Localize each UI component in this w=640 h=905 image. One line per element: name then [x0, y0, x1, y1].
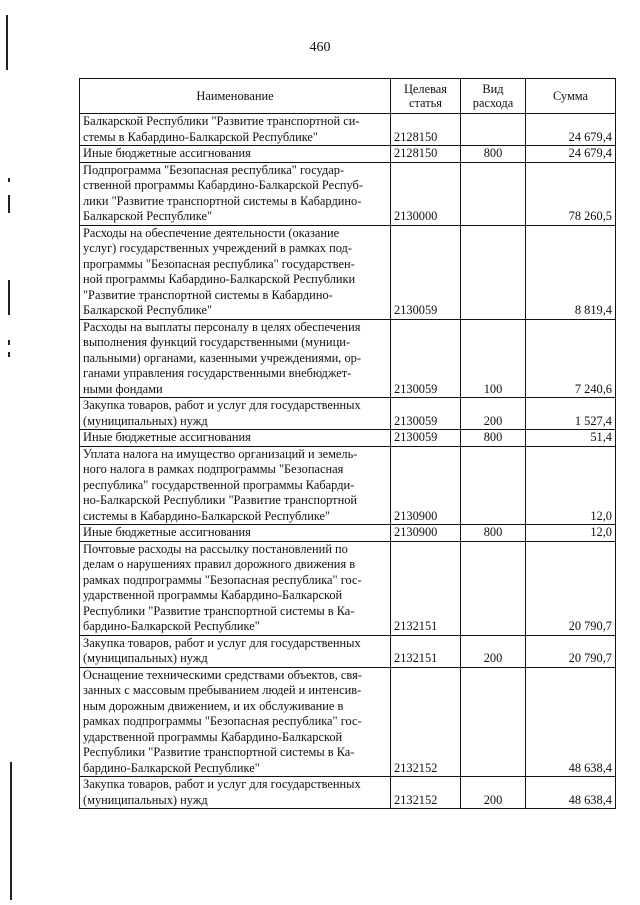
- header-sum: Сумма: [526, 79, 616, 114]
- row-target-article-cell: 2130000: [391, 162, 461, 225]
- row-sum-cell: 12,0: [526, 446, 616, 525]
- table-row: [80, 777, 616, 809]
- row-target-article-cell: 2130059: [391, 398, 461, 430]
- row-expense-type-cell: 200: [461, 777, 526, 809]
- row-expense-type-cell: [461, 114, 526, 146]
- row-expense-type-cell: [461, 225, 526, 319]
- row-target-article-cell: 2132151: [391, 541, 461, 635]
- row-expense-type-cell: [461, 667, 526, 777]
- row-expense-type-cell: 200: [461, 635, 526, 667]
- table-row: [80, 319, 616, 398]
- row-name-cell: Подпрограмма "Безопасная республика" государ- ственной программы Кабардино-Балкарской Респуб- лики "Развитие транспортной системы в Кабардино- Балкарской Республике": [80, 162, 391, 225]
- row-name-cell: Расходы на обеспечение деятельности (оказание услуг) государственных учреждений в рамках под- программы "Безопасная республика" государствен- ной программы Кабардино-Балкарской Республики "Развитие транспортной системы в Кабардино- Балкарской Республике": [80, 225, 391, 319]
- scan-edge-mark: [10, 762, 12, 900]
- table-row: [80, 398, 616, 430]
- row-expense-type-cell: 200: [461, 398, 526, 430]
- row-target-article-cell: 2132152: [391, 777, 461, 809]
- row-name-cell: Иные бюджетные ассигнования: [80, 146, 391, 163]
- row-name-cell: Закупка товаров, работ и услуг для государственных (муниципальных) нужд: [80, 635, 391, 667]
- scan-edge-mark: [8, 340, 10, 345]
- row-target-article-cell: 2130059: [391, 225, 461, 319]
- row-sum-cell: 20 790,7: [526, 541, 616, 635]
- scan-edge-mark: [8, 178, 10, 182]
- table-row: [80, 162, 616, 225]
- row-name-cell: Балкарской Республики "Развитие транспортной си- стемы в Кабардино-Балкарской Республике": [80, 114, 391, 146]
- row-target-article-cell: 2130900: [391, 446, 461, 525]
- row-target-article-cell: 2132152: [391, 667, 461, 777]
- table-row: [80, 430, 616, 447]
- row-name-cell: Расходы на выплаты персоналу в целях обеспечения выполнения функций государственными (муници- пальными) органами, казенными учреждениями, ор- ганами управления государственными внебюджет- ными фондами: [80, 319, 391, 398]
- row-sum-cell: 20 790,7: [526, 635, 616, 667]
- row-target-article-cell: 2132151: [391, 635, 461, 667]
- row-sum-cell: 78 260,5: [526, 162, 616, 225]
- header-name: Наименование: [80, 79, 391, 114]
- table-row: [80, 114, 616, 146]
- row-sum-cell: 24 679,4: [526, 114, 616, 146]
- page-number: 460: [309, 40, 331, 55]
- row-expense-type-cell: 800: [461, 146, 526, 163]
- row-name-cell: Закупка товаров, работ и услуг для государственных (муниципальных) нужд: [80, 777, 391, 809]
- header-expense-type: Вид расхода: [461, 79, 526, 114]
- row-target-article-cell: 2130900: [391, 525, 461, 542]
- scan-edge-mark: [6, 15, 8, 70]
- row-name-cell: Оснащение техническими средствами объектов, свя- занных с массовым пребыванием людей и интенсив- ным дорожным движением, и их обслуживание в рамках подпрограммы "Безопасная республика" гос- ударственной программы Кабардино-Балкарской Республики "Развитие транспортной системы в Ка- бардино-Балкарской Республике": [80, 667, 391, 777]
- header-target-article: Целевая статья: [391, 79, 461, 114]
- table-row: [80, 146, 616, 163]
- row-target-article-cell: 2130059: [391, 430, 461, 447]
- row-name-cell: Уплата налога на имущество организаций и земель- ного налога в рамках подпрограммы "Безопасная республика" государственной программы Кабарди- но-Балкарской Республики "Развитие транспортной системы в Кабардино-Балкарской Республике": [80, 446, 391, 525]
- row-target-article-cell: 2128150: [391, 146, 461, 163]
- table-row: [80, 667, 616, 777]
- row-name-cell: Закупка товаров, работ и услуг для государственных (муниципальных) нужд: [80, 398, 391, 430]
- budget-table: [79, 78, 616, 809]
- row-sum-cell: 51,4: [526, 430, 616, 447]
- row-target-article-cell: 2128150: [391, 114, 461, 146]
- row-target-article-cell: 2130059: [391, 319, 461, 398]
- row-sum-cell: 8 819,4: [526, 225, 616, 319]
- row-sum-cell: 1 527,4: [526, 398, 616, 430]
- row-expense-type-cell: 800: [461, 430, 526, 447]
- scan-edge-mark: [8, 352, 10, 357]
- row-sum-cell: 24 679,4: [526, 146, 616, 163]
- scan-edge-mark: [8, 195, 10, 213]
- table-row: [80, 635, 616, 667]
- table-header-row: [80, 79, 616, 114]
- row-sum-cell: 12,0: [526, 525, 616, 542]
- row-expense-type-cell: 800: [461, 525, 526, 542]
- row-sum-cell: 48 638,4: [526, 777, 616, 809]
- row-expense-type-cell: 100: [461, 319, 526, 398]
- table-row: [80, 541, 616, 635]
- row-sum-cell: 7 240,6: [526, 319, 616, 398]
- table-body: [80, 114, 616, 809]
- row-expense-type-cell: [461, 541, 526, 635]
- row-sum-cell: 48 638,4: [526, 667, 616, 777]
- row-expense-type-cell: [461, 162, 526, 225]
- row-name-cell: Иные бюджетные ассигнования: [80, 525, 391, 542]
- scan-edge-mark: [8, 280, 10, 315]
- row-name-cell: Почтовые расходы на рассылку постановлений по делам о нарушениях правил дорожного движения в рамках подпрограммы "Безопасная республика" гос- ударственной программы Кабардино-Балкарской Республики "Развитие транспортной системы в Ка- бардино-Балкарской Республике": [80, 541, 391, 635]
- table-row: [80, 525, 616, 542]
- row-expense-type-cell: [461, 446, 526, 525]
- table-row: [80, 446, 616, 525]
- table-row: [80, 225, 616, 319]
- row-name-cell: Иные бюджетные ассигнования: [80, 430, 391, 447]
